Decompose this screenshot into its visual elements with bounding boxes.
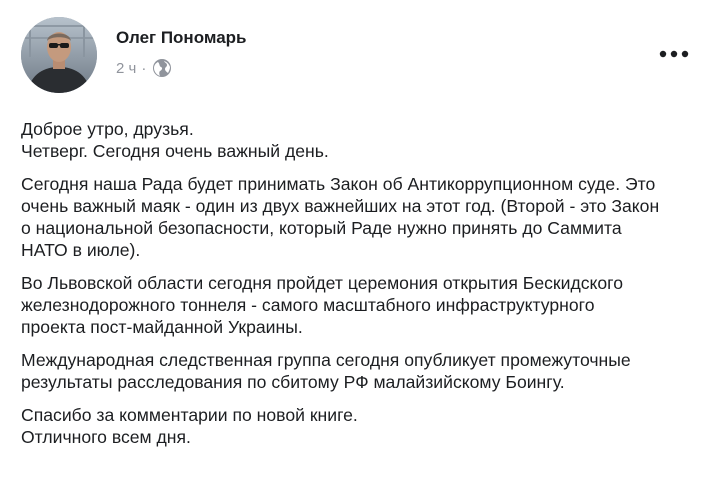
post-timestamp[interactable]: 2 ч xyxy=(116,59,137,77)
post-paragraph xyxy=(21,404,701,448)
more-options-icon xyxy=(652,42,692,66)
post-text-line: Четверг. Сегодня очень важный день. xyxy=(21,141,329,161)
post-paragraph xyxy=(21,349,701,393)
post-text-line: Во Львовской области сегодня пройдет церемония открытия Бескидского xyxy=(21,273,624,293)
more-options-button[interactable] xyxy=(652,42,692,66)
avatar[interactable] xyxy=(21,17,97,93)
post-text-line: железнодорожного тоннеля - самого масштабного инфраструктурного xyxy=(21,295,595,315)
post-text-line: НАТО в июле). xyxy=(21,240,141,260)
post-text-line: проекта пост-майданной Украины. xyxy=(21,317,303,337)
meta-separator: · xyxy=(141,59,147,77)
post-paragraph xyxy=(21,272,701,338)
post-text-line: Доброе утро, друзья. xyxy=(21,119,194,139)
post-text-line: о национальной безопасности, который Раде нужно принять до Саммита xyxy=(21,218,622,238)
author-name[interactable]: Олег Пономарь xyxy=(116,28,247,47)
globe-icon[interactable] xyxy=(152,58,172,78)
post-text-line: Отличного всем дня. xyxy=(21,427,191,447)
post-text-line: Международная следственная группа сегодня опубликует промежуточные xyxy=(21,350,631,370)
post-text-line: результаты расследования по сбитому РФ малайзийскому Боингу. xyxy=(21,372,565,392)
post-body xyxy=(21,118,701,459)
post-paragraph xyxy=(21,118,701,162)
post-meta xyxy=(116,58,172,78)
post-paragraph xyxy=(21,173,701,261)
avatar-photo xyxy=(21,17,97,93)
post-text-line: Сегодня наша Рада будет принимать Закон об Антикоррупционном суде. Это xyxy=(21,174,656,194)
post-text-line: Спасибо за комментарии по новой книге. xyxy=(21,405,358,425)
post-text-line: очень важный маяк - один из двух важнейших на этот год. (Второй - это Закон xyxy=(21,196,660,216)
